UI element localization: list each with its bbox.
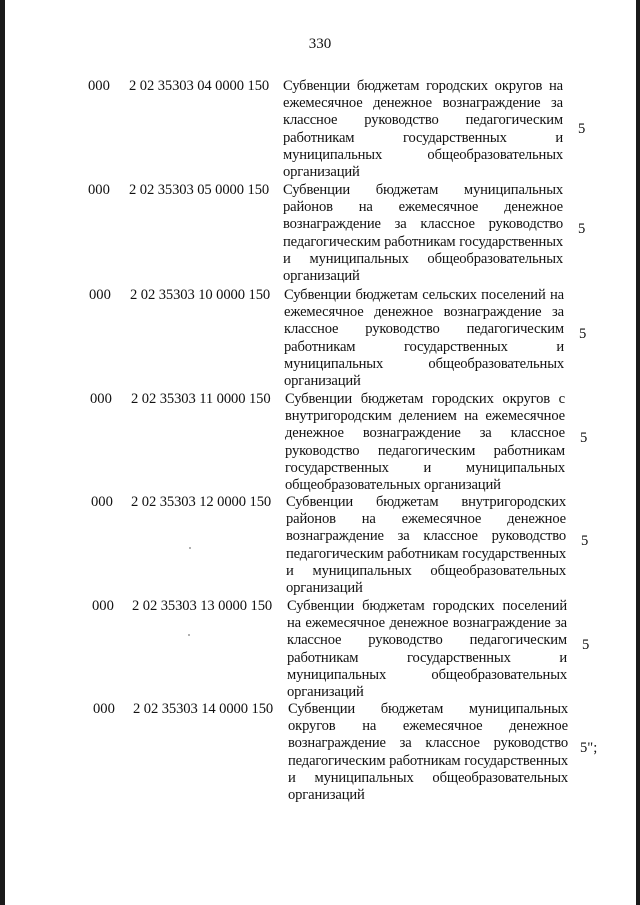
page-number: 330 — [308, 36, 332, 52]
row-description: Субвенции бюджетам городских округов с внутригородским делением на ежемесячное денежное вознаграждение за классное руководство педагогическим работникам государственных и муниципальных общеобразовательных организаций — [285, 391, 565, 494]
row-amount: 5 — [581, 533, 589, 549]
budget-classification-code: 2 02 35303 12 0000 150 — [131, 494, 272, 510]
row-amount: 5 — [580, 430, 588, 446]
row-description: Субвенции бюджетам городских округов на ежемесячное денежное вознаграждение за классное руководство педагогическим работникам государственных и муниципальных общеобразовательных организаций — [283, 78, 563, 181]
row-description: Субвенции бюджетам муниципальных районов на ежемесячное денежное вознаграждение за классное руководство педагогическим работникам государственных и муниципальных общеобразовательных организаций — [283, 182, 563, 285]
scan-edge-left — [0, 0, 5, 905]
scan-edge-right — [636, 0, 640, 905]
row-description: Субвенции бюджетам внутригородских районов на ежемесячное денежное вознаграждение за классное руководство педагогическим работникам государственных и муниципальных общеобразовательных организаций — [286, 494, 566, 597]
row-amount: 5"; — [580, 740, 598, 756]
scan-speck — [189, 547, 191, 549]
admin-code: 000 — [91, 494, 113, 510]
row-amount: 5 — [579, 326, 587, 342]
admin-code: 000 — [93, 701, 115, 717]
admin-code: 000 — [88, 78, 110, 94]
row-description: Субвенции бюджетам сельских поселений на ежемесячное денежное вознаграждение за классное руководство педагогическим работникам государственных и муниципальных общеобразовательных организаций — [284, 287, 564, 390]
budget-classification-code: 2 02 35303 11 0000 150 — [131, 391, 271, 407]
budget-classification-code: 2 02 35303 14 0000 150 — [133, 701, 274, 717]
budget-classification-code: 2 02 35303 05 0000 150 — [129, 182, 270, 198]
scan-speck — [188, 634, 190, 636]
admin-code: 000 — [92, 598, 114, 614]
row-amount: 5 — [578, 221, 586, 237]
row-amount: 5 — [582, 637, 590, 653]
row-description: Субвенции бюджетам городских поселений на ежемесячное денежное вознаграждение за классное руководство педагогическим работникам государственных и муниципальных общеобразовательных организаций — [287, 598, 567, 701]
admin-code: 000 — [89, 287, 111, 303]
budget-classification-code: 2 02 35303 10 0000 150 — [130, 287, 271, 303]
budget-classification-code: 2 02 35303 04 0000 150 — [129, 78, 270, 94]
row-amount: 5 — [578, 121, 586, 137]
admin-code: 000 — [90, 391, 112, 407]
budget-classification-code: 2 02 35303 13 0000 150 — [132, 598, 273, 614]
row-description: Субвенции бюджетам муниципальных округов на ежемесячное денежное вознаграждение за классное руководство педагогическим работникам государственных и муниципальных общеобразовательных организаций — [288, 701, 568, 804]
admin-code: 000 — [88, 182, 110, 198]
